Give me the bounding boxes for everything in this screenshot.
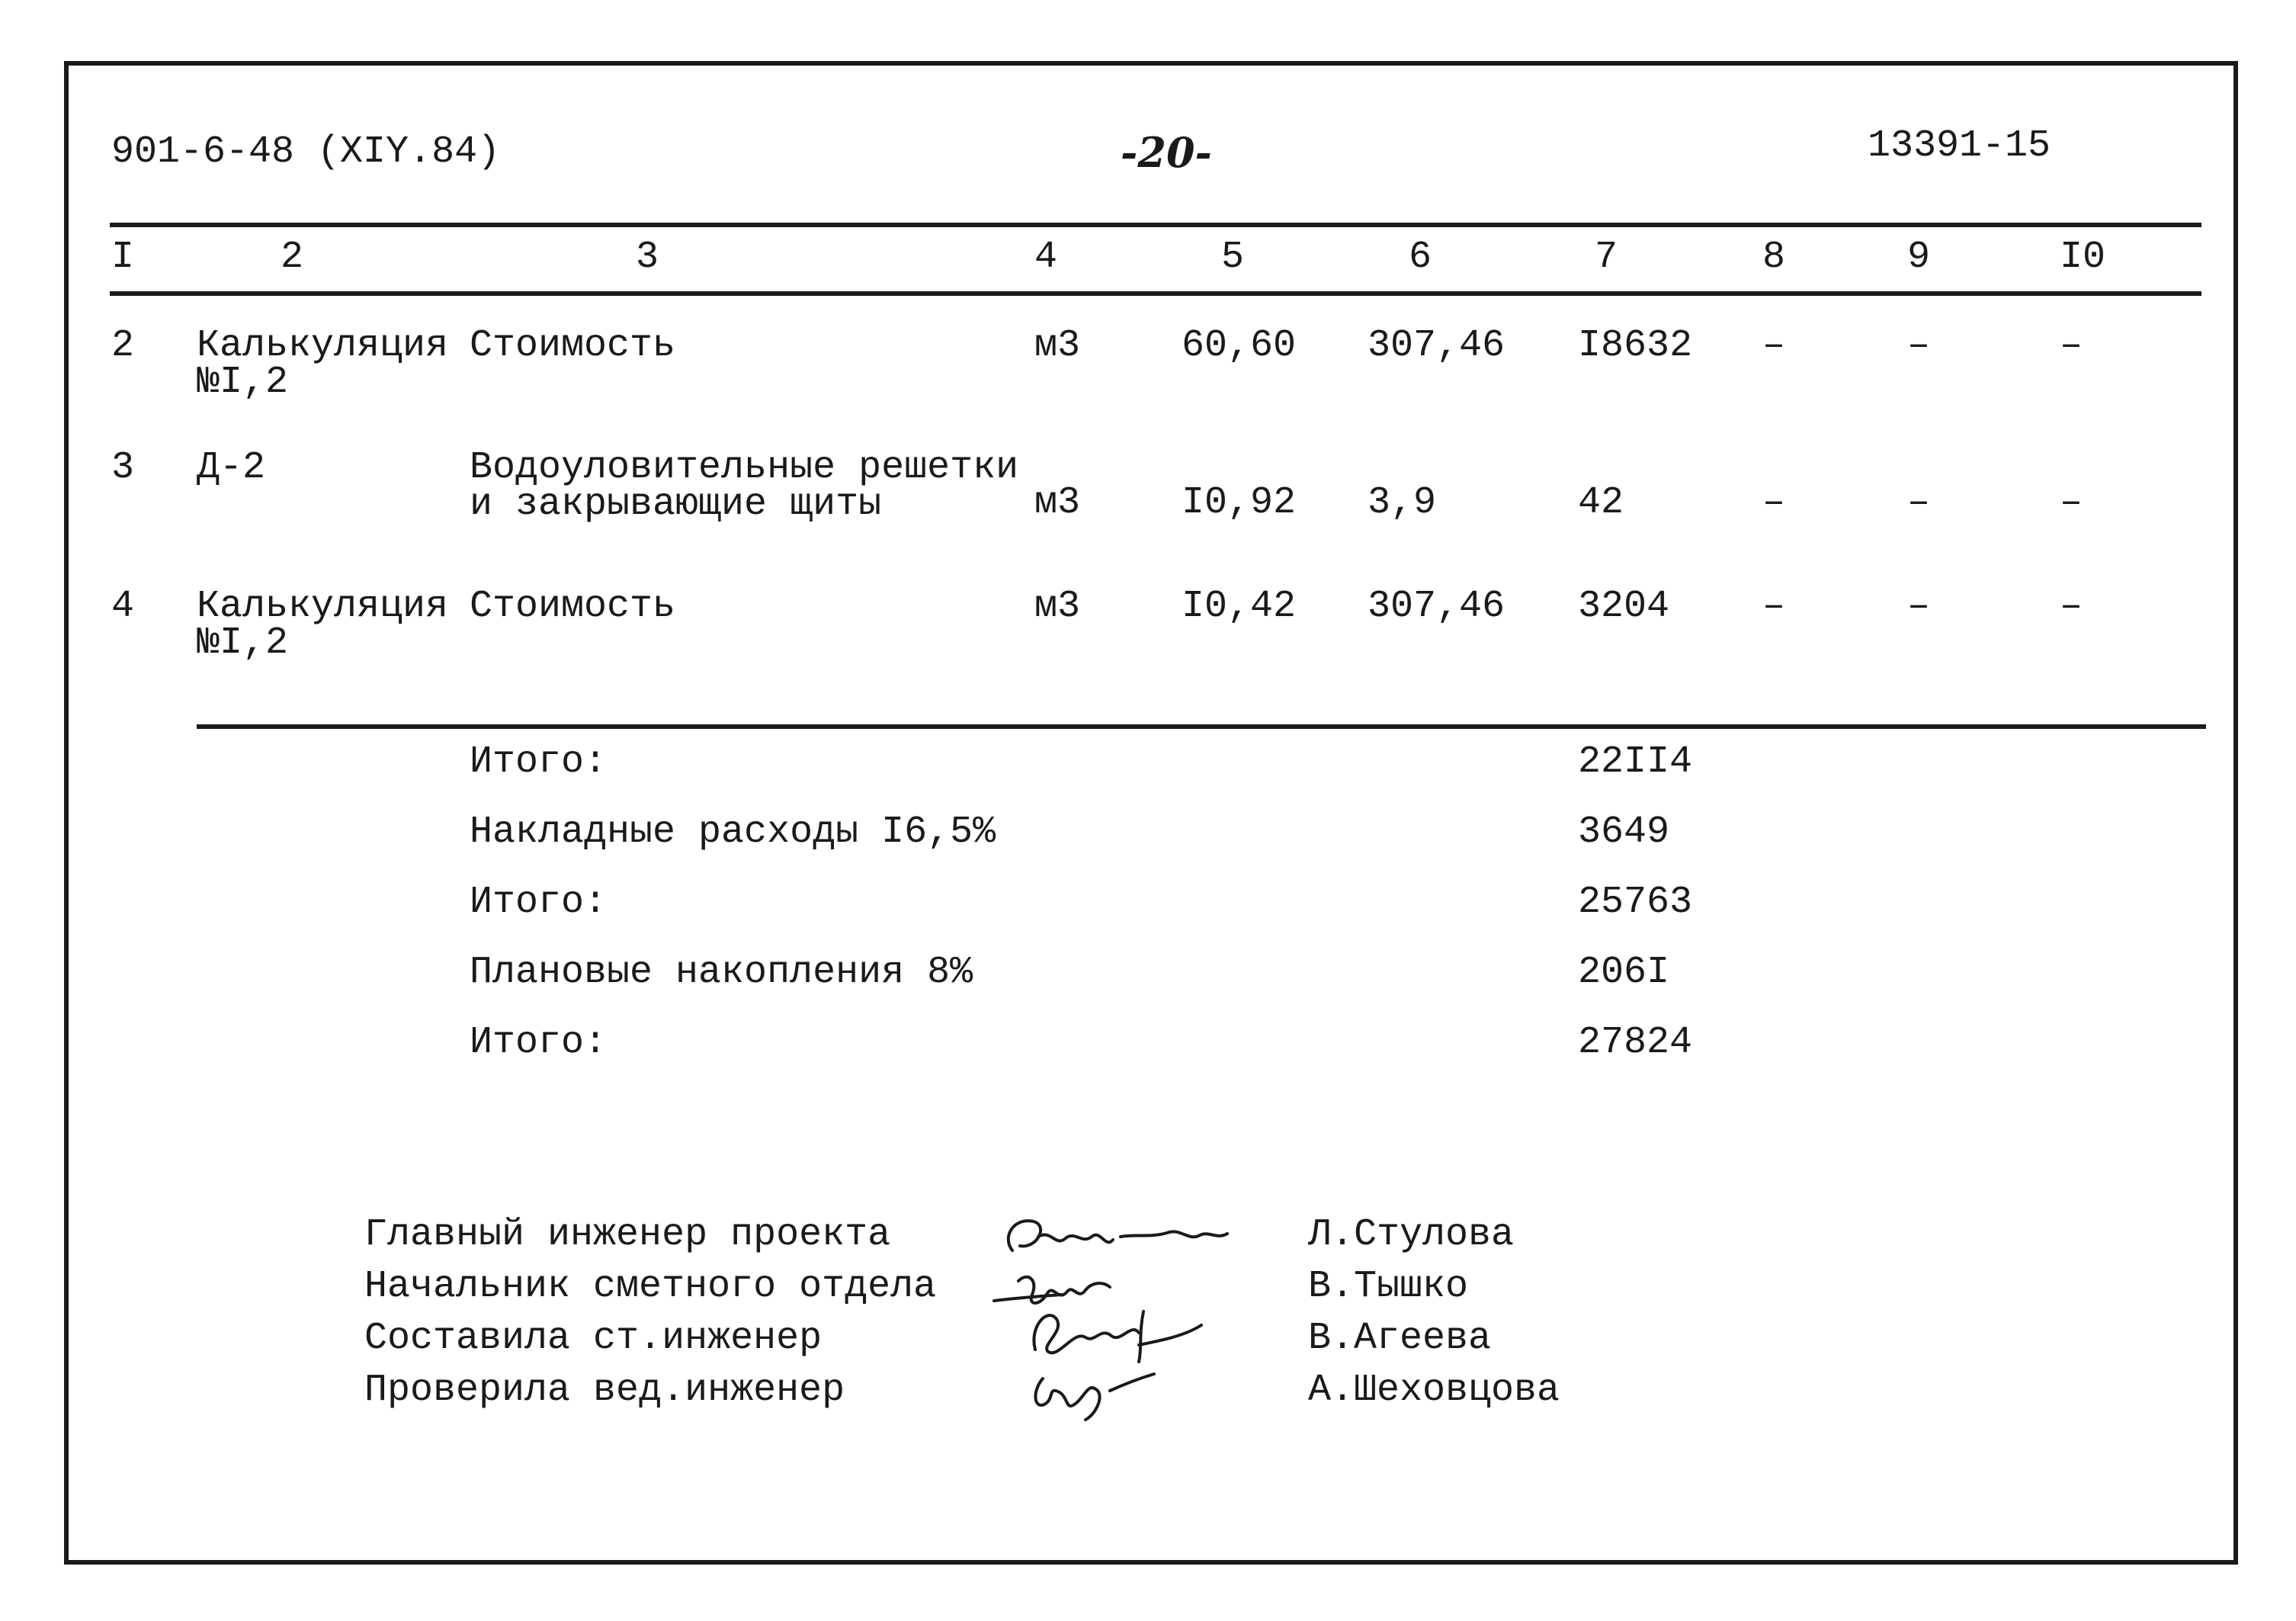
- row-1-col-8: –: [1762, 324, 1786, 368]
- row-2-qty: I0,92: [1182, 481, 1297, 525]
- signature-name-3: В.Агеева: [1308, 1317, 1492, 1360]
- signature-name-4: А.Шеховцова: [1308, 1369, 1560, 1412]
- row-3-ref-line-2: №I,2: [197, 621, 289, 665]
- row-1-number: 2: [111, 324, 135, 368]
- doc-code: 901-6-48 (XIY.84): [111, 130, 501, 174]
- stamp-number: 13391-15: [1868, 124, 2051, 168]
- summary-rule: [197, 724, 2206, 729]
- summary-label-3: Итого:: [470, 881, 608, 924]
- header-rule-top: [110, 223, 2201, 227]
- row-1-qty: 60,60: [1182, 324, 1297, 368]
- summary-value-2: 3649: [1578, 810, 1670, 854]
- row-3-unit: м3: [1034, 585, 1081, 628]
- signature-position-2: Начальник сметного отдела: [364, 1265, 937, 1308]
- summary-value-5: 27824: [1578, 1021, 1693, 1064]
- row-2-name-line-2: и закрывающие щиты: [470, 483, 882, 526]
- row-1-col-10: –: [2060, 324, 2083, 368]
- summary-value-1: 22II4: [1578, 740, 1693, 784]
- row-3-price: 307,46: [1368, 585, 1506, 628]
- column-header-10: I0: [2060, 236, 2106, 279]
- row-2-col-8: –: [1762, 481, 1786, 525]
- summary-label-5: Итого:: [470, 1021, 608, 1064]
- signature-position-1: Главный инженер проекта: [364, 1213, 891, 1257]
- column-header-4: 4: [1034, 236, 1058, 279]
- row-3-total: 3204: [1578, 585, 1670, 628]
- row-2-name-line-1: Водоуловительные решетки: [470, 446, 1019, 490]
- row-3-col-8: –: [1762, 585, 1786, 628]
- summary-value-4: 206I: [1578, 951, 1670, 994]
- column-header-7: 7: [1595, 236, 1618, 279]
- column-header-9: 9: [1907, 236, 1931, 279]
- column-header-3: 3: [636, 236, 659, 279]
- summary-label-4: Плановые накопления 8%: [470, 951, 973, 994]
- row-2-total: 42: [1578, 481, 1624, 525]
- summary-value-3: 25763: [1578, 881, 1693, 924]
- column-header-2: 2: [281, 236, 304, 279]
- row-1-ref-line-1: Калькуляция: [197, 324, 449, 368]
- handwritten-signature-4: [1025, 1356, 1207, 1432]
- column-header-5: 5: [1221, 236, 1245, 279]
- column-header-1: I: [111, 236, 135, 279]
- row-2-col-10: –: [2060, 481, 2083, 525]
- row-2-price: 3,9: [1368, 481, 1437, 525]
- signature-name-2: В.Тышко: [1308, 1265, 1469, 1308]
- row-1-unit: м3: [1034, 324, 1081, 368]
- row-1-price: 307,46: [1368, 324, 1506, 368]
- row-3-col-10: –: [2060, 585, 2083, 628]
- row-2-col-9: –: [1907, 481, 1931, 525]
- row-3-number: 4: [111, 585, 135, 628]
- row-2-number: 3: [111, 446, 135, 490]
- row-3-col-9: –: [1907, 585, 1931, 628]
- signature-position-3: Составила ст.инженер: [364, 1317, 823, 1360]
- column-header-6: 6: [1409, 236, 1432, 279]
- signature-name-1: Л.Стулова: [1308, 1213, 1515, 1257]
- page-number: -20-: [1121, 128, 1212, 177]
- row-1-col-9: –: [1907, 324, 1931, 368]
- row-1-ref-line-2: №I,2: [197, 361, 289, 404]
- summary-label-2: Накладные расходы I6,5%: [470, 810, 996, 854]
- signature-position-4: Проверила вед.инженер: [364, 1369, 845, 1412]
- row-3-name: Стоимость: [470, 585, 676, 628]
- row-3-ref-line-1: Калькуляция: [197, 585, 449, 628]
- column-header-8: 8: [1762, 236, 1786, 279]
- summary-label-1: Итого:: [470, 740, 608, 784]
- row-2-ref-line-1: Д-2: [197, 446, 266, 490]
- row-3-qty: I0,42: [1182, 585, 1297, 628]
- header-rule-bottom: [110, 291, 2201, 296]
- row-1-total: I8632: [1578, 324, 1693, 368]
- row-1-name: Стоимость: [470, 324, 676, 368]
- row-2-unit: м3: [1034, 481, 1081, 525]
